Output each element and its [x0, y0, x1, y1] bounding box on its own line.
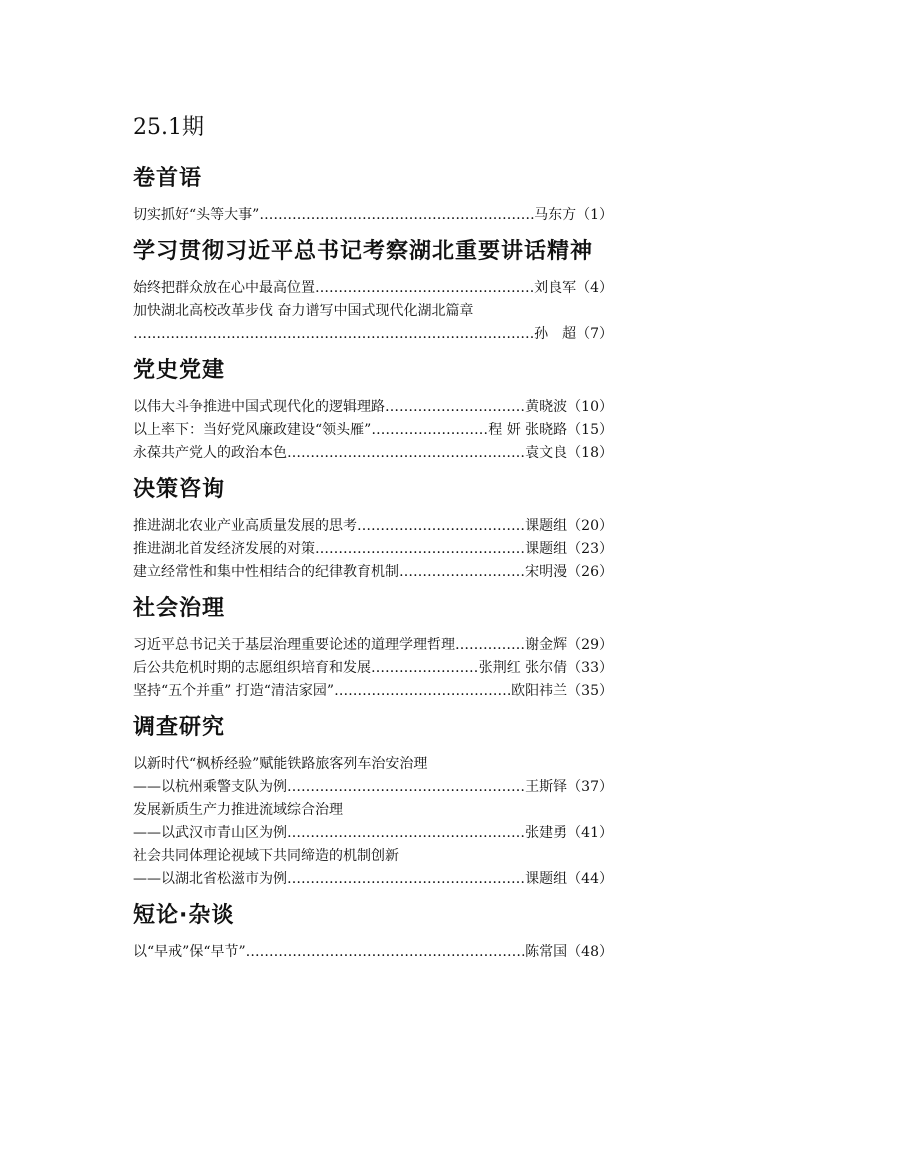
entry-subtitle: ——以湖北省松滋市为例: [133, 871, 287, 887]
entry-page-number: （1）: [576, 207, 613, 223]
leader-dots: [385, 396, 525, 419]
entry-page-number: （26）: [567, 564, 613, 580]
entry-subtitle: ——以杭州乘警支队为例: [133, 779, 287, 795]
toc-entry[interactable]: [133, 204, 613, 227]
entry-title: 坚持“五个并重” 打造“清洁家园”: [133, 683, 335, 699]
entry-title: 后公共危机时期的志愿组织培育和发展: [133, 660, 371, 676]
entry-page-number: （41）: [567, 825, 613, 841]
section-heading: 短论·杂谈: [133, 903, 235, 928]
entry-author: 袁文良: [525, 445, 568, 461]
entry-author: 张建勇: [525, 825, 568, 841]
toc-entry[interactable]: [133, 277, 613, 300]
entry-page-number: （10）: [567, 399, 613, 415]
leader-dots: [371, 657, 479, 680]
leader-dots: [287, 868, 525, 891]
section-heading: 卷首语: [133, 166, 203, 191]
entry-author: 宋明漫: [525, 564, 568, 580]
entry-title: 社会共同体理论视域下共同缔造的机制创新: [133, 848, 399, 864]
entry-title: 推进湖北首发经济发展的对策: [133, 541, 315, 557]
entry-page-number: （35）: [567, 683, 613, 699]
entry-title: 发展新质生产力推进流域综合治理: [133, 802, 343, 818]
entry-page-number: （20）: [567, 518, 613, 534]
entry-title: 推进湖北农业产业高质量发展的思考: [133, 518, 357, 534]
leader-dots: [315, 538, 525, 561]
entry-page-number: （29）: [567, 637, 613, 653]
entry-page-number: （33）: [567, 660, 613, 676]
entry-title: 建立经常性和集中性相结合的纪律教育机制: [133, 564, 399, 580]
entry-author: 课题组: [525, 541, 568, 557]
entry-page-number: （4）: [576, 280, 613, 296]
entry-page-number: （44）: [567, 871, 613, 887]
toc-entry[interactable]: [133, 419, 613, 442]
toc-entry[interactable]: [133, 300, 613, 346]
leader-dots: [287, 442, 525, 465]
entry-author: 张荆红 张尔倩: [478, 660, 568, 676]
entry-title: 以上率下：当好党风廉政建设“领头雁”: [133, 422, 372, 438]
entry-page-number: （18）: [567, 445, 613, 461]
entry-title: 以伟大斗争推进中国式现代化的逻辑理路: [133, 399, 385, 415]
entry-title: 习近平总书记关于基层治理重要论述的道理学理哲理: [133, 637, 455, 653]
leader-dots: [357, 515, 525, 538]
toc-entry[interactable]: [133, 396, 613, 419]
entry-title: 加快湖北高校改革步伐 奋力谱写中国式现代化湖北篇章: [133, 303, 474, 319]
entry-author: 马东方: [534, 207, 577, 223]
leader-dots: [246, 941, 526, 964]
leader-dots: [399, 561, 525, 584]
entry-author: 王斯铎: [525, 779, 568, 795]
entry-author: 孙 超: [534, 326, 577, 342]
leader-dots: [455, 634, 525, 657]
toc-entry[interactable]: [133, 538, 613, 561]
toc-entry[interactable]: [133, 799, 613, 845]
entry-subtitle: ——以武汉市青山区为例: [133, 825, 287, 841]
leader-dots: [334, 680, 511, 703]
section-heading: 社会治理: [133, 596, 226, 621]
leader-dots: [371, 419, 488, 442]
toc-entry[interactable]: [133, 680, 613, 703]
issue-number: 25.1期: [133, 115, 204, 140]
entry-author: 谢金辉: [525, 637, 568, 653]
toc-entry[interactable]: [133, 657, 613, 680]
leader-dots: [287, 822, 525, 845]
entry-title: 始终把群众放在心中最高位置: [133, 280, 315, 296]
entry-page-number: （37）: [567, 779, 613, 795]
section-heading: 学习贯彻习近平总书记考察湖北重要讲话精神: [133, 239, 594, 264]
entry-title: 以新时代“枫桥经验”赋能铁路旅客列车治安治理: [133, 756, 428, 772]
entry-author: 课题组: [525, 518, 568, 534]
leader-dots: [287, 776, 525, 799]
leader-dots: [133, 323, 534, 346]
toc-entry[interactable]: [133, 561, 613, 584]
entry-title: 切实抓好“头等大事”: [133, 207, 260, 223]
toc-entry[interactable]: [133, 515, 613, 538]
entry-title: 以“早戒”保“早节”: [133, 944, 246, 960]
entry-author: 黄晓波: [525, 399, 568, 415]
toc-entry[interactable]: [133, 442, 613, 465]
leader-dots: [315, 277, 534, 300]
table-of-contents: [133, 112, 613, 964]
entry-author: 刘良军: [534, 280, 577, 296]
toc-entry[interactable]: [133, 753, 613, 799]
entry-page-number: （48）: [567, 944, 613, 960]
toc-entry[interactable]: [133, 634, 613, 657]
toc-entry[interactable]: [133, 941, 613, 964]
section-heading: 党史党建: [133, 358, 226, 383]
toc-sections: [133, 164, 613, 964]
entry-author: 欧阳祎兰: [511, 683, 568, 699]
toc-entry[interactable]: [133, 845, 613, 891]
entry-page-number: （7）: [576, 326, 613, 342]
entry-page-number: （15）: [567, 422, 613, 438]
entry-author: 程 妍 张晓路: [488, 422, 568, 438]
section-heading: 决策咨询: [133, 477, 226, 502]
section-heading: 调查研究: [133, 715, 226, 740]
leader-dots: [259, 204, 534, 227]
entry-author: 陈常国: [525, 944, 568, 960]
entry-title: 永葆共产党人的政治本色: [133, 445, 287, 461]
entry-page-number: （23）: [567, 541, 613, 557]
entry-author: 课题组: [525, 871, 568, 887]
